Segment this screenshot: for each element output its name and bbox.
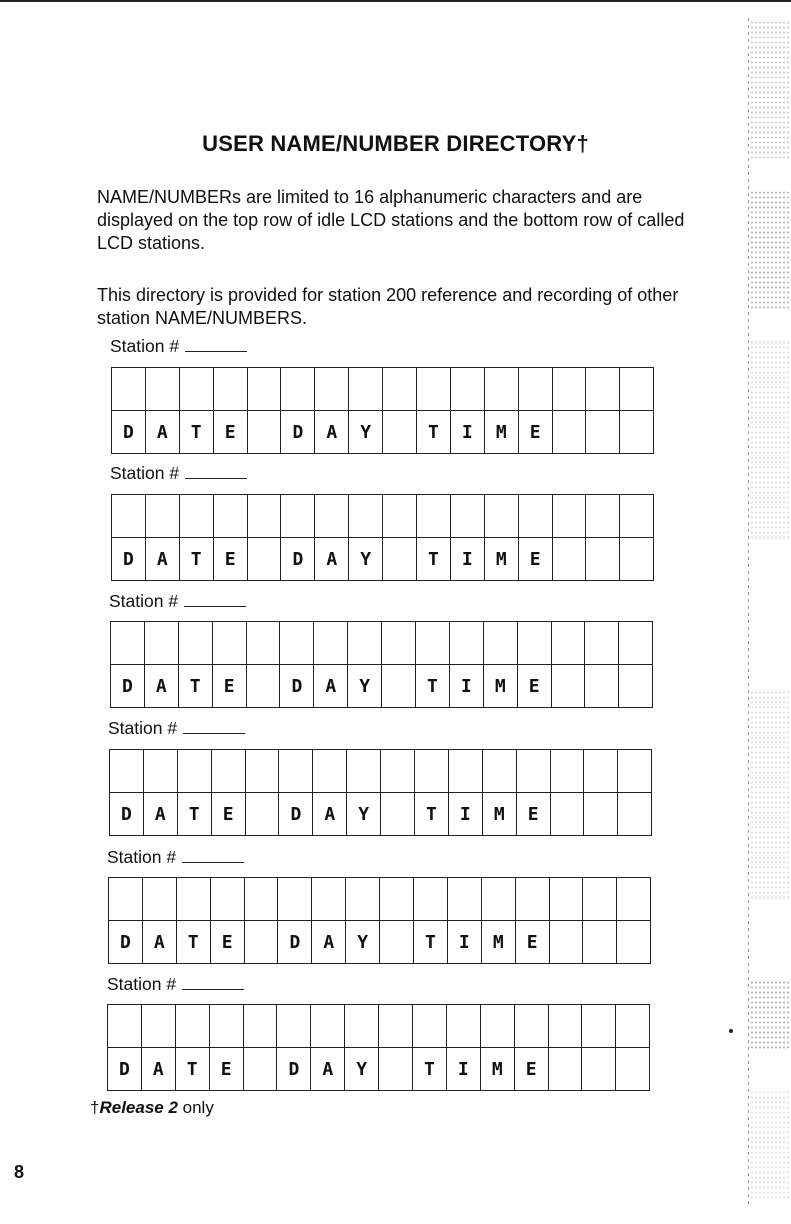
lcd-cell: T xyxy=(175,1048,209,1091)
lcd-cell: I xyxy=(449,665,483,708)
purpose-paragraph: This directory is provided for station 200 reference and recording of other station NAME/NUMBERS. xyxy=(97,285,679,328)
lcd-cell-blank[interactable] xyxy=(278,878,312,921)
lcd-cell-blank[interactable] xyxy=(110,750,144,793)
lcd-cell-blank[interactable] xyxy=(211,750,245,793)
lcd-cell-blank[interactable] xyxy=(518,368,552,411)
lcd-cell-blank[interactable] xyxy=(446,1005,480,1048)
lcd-cell-blank[interactable] xyxy=(246,622,280,665)
station-label-text: Station # xyxy=(107,974,177,994)
lcd-cell: D xyxy=(112,538,146,581)
lcd-cell: E xyxy=(518,538,552,581)
station-label-text: Station # xyxy=(110,463,180,483)
lcd-grid xyxy=(111,367,654,454)
station-number-blank[interactable] xyxy=(184,605,246,607)
lcd-cell-blank[interactable] xyxy=(549,878,583,921)
lcd-cell: D xyxy=(281,411,315,454)
station-label xyxy=(107,974,244,995)
lcd-cell: A xyxy=(144,665,178,708)
lcd-cell: A xyxy=(311,1048,345,1091)
lcd-cell xyxy=(582,1048,616,1091)
lcd-top-row xyxy=(109,878,651,921)
footnote-rest: only xyxy=(177,1098,214,1117)
lcd-bottom-row xyxy=(112,538,654,581)
lcd-cell-blank[interactable] xyxy=(178,622,212,665)
lcd-cell: A xyxy=(315,411,349,454)
station-label-text: Station # xyxy=(110,336,180,356)
station-label xyxy=(107,847,244,868)
lcd-grid xyxy=(109,749,652,836)
lcd-grid xyxy=(108,877,651,964)
lcd-cell: T xyxy=(176,921,210,964)
lcd-top-row xyxy=(111,622,653,665)
lcd-cell-blank[interactable] xyxy=(108,1005,142,1048)
lcd-cell-blank[interactable] xyxy=(379,1005,413,1048)
lcd-cell: A xyxy=(315,538,349,581)
lcd-cell: A xyxy=(143,793,177,836)
lcd-cell-blank[interactable] xyxy=(447,878,481,921)
lcd-cell: D xyxy=(279,793,313,836)
lcd-cell-blank[interactable] xyxy=(450,368,484,411)
lcd-cell: T xyxy=(178,665,212,708)
lcd-cell-blank[interactable] xyxy=(517,622,551,665)
lcd-cell: T xyxy=(413,1048,447,1091)
lcd-cell xyxy=(583,921,617,964)
lcd-cell-blank[interactable] xyxy=(518,495,552,538)
lcd-cell: D xyxy=(108,1048,142,1091)
lcd-cell: A xyxy=(145,411,179,454)
lcd-cell-blank[interactable] xyxy=(244,878,278,921)
scan-noise xyxy=(750,980,790,1050)
lcd-cell-blank[interactable] xyxy=(210,878,244,921)
lcd-cell-blank[interactable] xyxy=(448,750,482,793)
lcd-cell: E xyxy=(518,411,552,454)
lcd-cell-blank[interactable] xyxy=(583,878,617,921)
lcd-cell-blank[interactable] xyxy=(247,495,281,538)
station-label xyxy=(108,718,245,739)
lcd-cell: E xyxy=(211,793,245,836)
lcd-cell-blank[interactable] xyxy=(620,495,654,538)
lcd-cell-blank[interactable] xyxy=(414,878,448,921)
lcd-cell-blank[interactable] xyxy=(584,750,618,793)
lcd-cell-blank[interactable] xyxy=(209,1005,243,1048)
lcd-cell-blank[interactable] xyxy=(349,495,383,538)
station-number-blank[interactable] xyxy=(182,861,244,863)
lcd-cell-blank[interactable] xyxy=(143,750,177,793)
lcd-cell-blank[interactable] xyxy=(144,622,178,665)
lcd-top-row xyxy=(108,1005,650,1048)
lcd-cell-blank[interactable] xyxy=(383,368,417,411)
lcd-cell-blank[interactable] xyxy=(413,1005,447,1048)
lcd-cell: D xyxy=(112,411,146,454)
lcd-cell-blank[interactable] xyxy=(315,495,349,538)
lcd-cell-blank[interactable] xyxy=(550,750,584,793)
lcd-cell-blank[interactable] xyxy=(619,622,653,665)
station-number-blank[interactable] xyxy=(185,350,247,352)
title-dagger: † xyxy=(576,131,589,156)
lcd-cell-blank[interactable] xyxy=(552,368,586,411)
lcd-cell-blank[interactable] xyxy=(213,495,247,538)
lcd-cell xyxy=(586,411,620,454)
lcd-cell-blank[interactable] xyxy=(281,495,315,538)
lcd-cell xyxy=(584,793,618,836)
lcd-cell xyxy=(550,793,584,836)
lcd-cell-blank[interactable] xyxy=(515,878,549,921)
lcd-cell-blank[interactable] xyxy=(243,1005,277,1048)
lcd-cell-blank[interactable] xyxy=(415,750,449,793)
lcd-cell: Y xyxy=(349,411,383,454)
lcd-cell-blank[interactable] xyxy=(616,1005,650,1048)
lcd-cell-blank[interactable] xyxy=(449,622,483,665)
lcd-cell: A xyxy=(313,793,347,836)
right-margin-line xyxy=(748,18,749,1208)
lcd-cell: Y xyxy=(345,1048,379,1091)
lcd-cell xyxy=(619,665,653,708)
lcd-cell: M xyxy=(482,793,516,836)
lcd-cell xyxy=(548,1048,582,1091)
lcd-cell: M xyxy=(483,665,517,708)
lcd-cell-blank[interactable] xyxy=(279,750,313,793)
lcd-cell: A xyxy=(312,921,346,964)
lcd-cell-blank[interactable] xyxy=(586,368,620,411)
lcd-bottom-row xyxy=(110,793,652,836)
lcd-cell-blank[interactable] xyxy=(346,878,380,921)
lcd-cell: A xyxy=(141,1048,175,1091)
lcd-cell xyxy=(620,411,654,454)
lcd-cell: E xyxy=(516,793,550,836)
lcd-cell-blank[interactable] xyxy=(481,878,515,921)
intro-paragraph: NAME/NUMBERs are limited to 16 alphanumeric characters and are displayed on the top row of idle LCD stations and the bottom row of called LCD stations. xyxy=(97,187,685,253)
lcd-cell-blank[interactable] xyxy=(617,878,651,921)
lcd-cell: T xyxy=(177,793,211,836)
lcd-cell xyxy=(381,793,415,836)
lcd-bottom-row xyxy=(108,1048,650,1091)
page-number: 8 xyxy=(14,1162,25,1182)
lcd-cell-blank[interactable] xyxy=(514,1005,548,1048)
lcd-cell: I xyxy=(448,793,482,836)
lcd-cell-blank[interactable] xyxy=(213,368,247,411)
lcd-grid xyxy=(107,1004,650,1091)
lcd-cell-blank[interactable] xyxy=(312,878,346,921)
lcd-cell: E xyxy=(517,665,551,708)
lcd-cell: M xyxy=(484,411,518,454)
station-label xyxy=(110,336,247,357)
lcd-cell: I xyxy=(446,1048,480,1091)
lcd-cell-blank[interactable] xyxy=(484,368,518,411)
lcd-cell xyxy=(379,1048,413,1091)
lcd-cell: E xyxy=(213,411,247,454)
stray-dot xyxy=(729,1029,733,1033)
lcd-top-row xyxy=(110,750,652,793)
lcd-cell: D xyxy=(280,665,314,708)
lcd-cell-blank[interactable] xyxy=(315,368,349,411)
lcd-top-row xyxy=(112,495,654,538)
lcd-cell: I xyxy=(450,538,484,581)
lcd-cell: M xyxy=(480,1048,514,1091)
lcd-cell xyxy=(383,411,417,454)
lcd-cell-blank[interactable] xyxy=(618,750,652,793)
station-label xyxy=(110,463,247,484)
lcd-cell: T xyxy=(414,921,448,964)
lcd-cell: Y xyxy=(346,921,380,964)
lcd-cell: D xyxy=(110,793,144,836)
lcd-cell: T xyxy=(416,665,450,708)
lcd-cell xyxy=(585,665,619,708)
lcd-cell: A xyxy=(142,921,176,964)
lcd-bottom-row xyxy=(111,665,653,708)
lcd-cell-blank[interactable] xyxy=(281,368,315,411)
lcd-cell-blank[interactable] xyxy=(179,368,213,411)
lcd-cell xyxy=(620,538,654,581)
station-label-text: Station # xyxy=(109,591,179,611)
lcd-cell: Y xyxy=(349,538,383,581)
lcd-cell-blank[interactable] xyxy=(548,1005,582,1048)
lcd-bottom-row xyxy=(112,411,654,454)
lcd-cell xyxy=(247,411,281,454)
lcd-cell-blank[interactable] xyxy=(112,368,146,411)
lcd-bottom-row xyxy=(109,921,651,964)
lcd-cell-blank[interactable] xyxy=(483,622,517,665)
lcd-cell-blank[interactable] xyxy=(179,495,213,538)
lcd-cell: D xyxy=(277,1048,311,1091)
lcd-cell-blank[interactable] xyxy=(111,622,145,665)
lcd-cell-blank[interactable] xyxy=(345,1005,379,1048)
station-label-text: Station # xyxy=(108,718,178,738)
lcd-cell xyxy=(243,1048,277,1091)
lcd-cell xyxy=(244,921,278,964)
lcd-cell-blank[interactable] xyxy=(551,622,585,665)
lcd-cell: E xyxy=(209,1048,243,1091)
lcd-cell: D xyxy=(109,921,143,964)
lcd-cell-blank[interactable] xyxy=(313,750,347,793)
lcd-cell: D xyxy=(278,921,312,964)
lcd-cell-blank[interactable] xyxy=(416,622,450,665)
lcd-cell-blank[interactable] xyxy=(314,622,348,665)
lcd-cell-blank[interactable] xyxy=(417,368,451,411)
scan-noise xyxy=(750,690,790,900)
lcd-cell xyxy=(551,665,585,708)
scan-noise xyxy=(750,340,790,540)
lcd-cell-blank[interactable] xyxy=(177,750,211,793)
lcd-cell-blank[interactable] xyxy=(112,495,146,538)
lcd-cell-blank[interactable] xyxy=(586,495,620,538)
lcd-cell: I xyxy=(447,921,481,964)
lcd-cell xyxy=(586,538,620,581)
scan-noise xyxy=(750,190,790,310)
lcd-cell xyxy=(245,793,279,836)
lcd-cell: E xyxy=(515,921,549,964)
lcd-cell-blank[interactable] xyxy=(347,750,381,793)
lcd-cell-blank[interactable] xyxy=(383,495,417,538)
lcd-cell-blank[interactable] xyxy=(417,495,451,538)
lcd-cell-blank[interactable] xyxy=(141,1005,175,1048)
top-border xyxy=(0,0,791,2)
lcd-cell-blank[interactable] xyxy=(247,368,281,411)
lcd-cell-blank[interactable] xyxy=(311,1005,345,1048)
lcd-cell xyxy=(617,921,651,964)
lcd-cell xyxy=(247,538,281,581)
lcd-cell-blank[interactable] xyxy=(381,750,415,793)
lcd-grid xyxy=(111,494,654,581)
lcd-cell xyxy=(552,538,586,581)
lcd-cell xyxy=(616,1048,650,1091)
lcd-cell: M xyxy=(484,538,518,581)
station-label-text: Station # xyxy=(107,847,177,867)
station-number-blank[interactable] xyxy=(185,477,247,479)
station-number-blank[interactable] xyxy=(182,988,244,990)
footnote-dagger: † xyxy=(90,1098,100,1117)
title-text: USER NAME/NUMBER DIRECTORY xyxy=(202,131,577,156)
lcd-cell-blank[interactable] xyxy=(109,878,143,921)
lcd-cell: T xyxy=(417,411,451,454)
lcd-cell-blank[interactable] xyxy=(516,750,550,793)
station-number-blank[interactable] xyxy=(183,732,245,734)
lcd-cell xyxy=(382,665,416,708)
lcd-cell-blank[interactable] xyxy=(482,750,516,793)
lcd-cell-blank[interactable] xyxy=(382,622,416,665)
lcd-cell-blank[interactable] xyxy=(484,495,518,538)
lcd-cell xyxy=(549,921,583,964)
lcd-cell: T xyxy=(415,793,449,836)
lcd-cell-blank[interactable] xyxy=(142,878,176,921)
lcd-cell xyxy=(246,665,280,708)
lcd-cell: Y xyxy=(348,665,382,708)
scan-noise xyxy=(750,1090,790,1200)
lcd-cell: D xyxy=(111,665,145,708)
lcd-cell-blank[interactable] xyxy=(145,495,179,538)
lcd-cell-blank[interactable] xyxy=(348,622,382,665)
lcd-cell: T xyxy=(179,538,213,581)
lcd-cell: D xyxy=(281,538,315,581)
lcd-cell: I xyxy=(450,411,484,454)
lcd-cell-blank[interactable] xyxy=(349,368,383,411)
lcd-cell: A xyxy=(145,538,179,581)
lcd-cell-blank[interactable] xyxy=(245,750,279,793)
lcd-cell: M xyxy=(481,921,515,964)
page-title xyxy=(0,131,791,157)
lcd-cell-blank[interactable] xyxy=(480,1005,514,1048)
lcd-cell-blank[interactable] xyxy=(212,622,246,665)
lcd-cell: E xyxy=(212,665,246,708)
lcd-cell-blank[interactable] xyxy=(380,878,414,921)
lcd-top-row xyxy=(112,368,654,411)
lcd-cell-blank[interactable] xyxy=(585,622,619,665)
lcd-cell-blank[interactable] xyxy=(552,495,586,538)
lcd-cell: E xyxy=(514,1048,548,1091)
lcd-cell-blank[interactable] xyxy=(145,368,179,411)
lcd-cell xyxy=(618,793,652,836)
lcd-cell: E xyxy=(213,538,247,581)
lcd-cell xyxy=(552,411,586,454)
lcd-cell: E xyxy=(210,921,244,964)
lcd-cell xyxy=(380,921,414,964)
lcd-cell: T xyxy=(417,538,451,581)
lcd-cell: Y xyxy=(347,793,381,836)
footnote-release: Release 2 xyxy=(99,1098,178,1117)
lcd-cell-blank[interactable] xyxy=(620,368,654,411)
lcd-cell-blank[interactable] xyxy=(450,495,484,538)
lcd-cell: T xyxy=(179,411,213,454)
lcd-grid xyxy=(110,621,653,708)
lcd-cell-blank[interactable] xyxy=(280,622,314,665)
lcd-cell-blank[interactable] xyxy=(582,1005,616,1048)
lcd-cell-blank[interactable] xyxy=(175,1005,209,1048)
lcd-cell xyxy=(383,538,417,581)
lcd-cell-blank[interactable] xyxy=(277,1005,311,1048)
lcd-cell: A xyxy=(314,665,348,708)
station-label xyxy=(109,591,246,612)
lcd-cell-blank[interactable] xyxy=(176,878,210,921)
footnote xyxy=(90,1098,214,1118)
